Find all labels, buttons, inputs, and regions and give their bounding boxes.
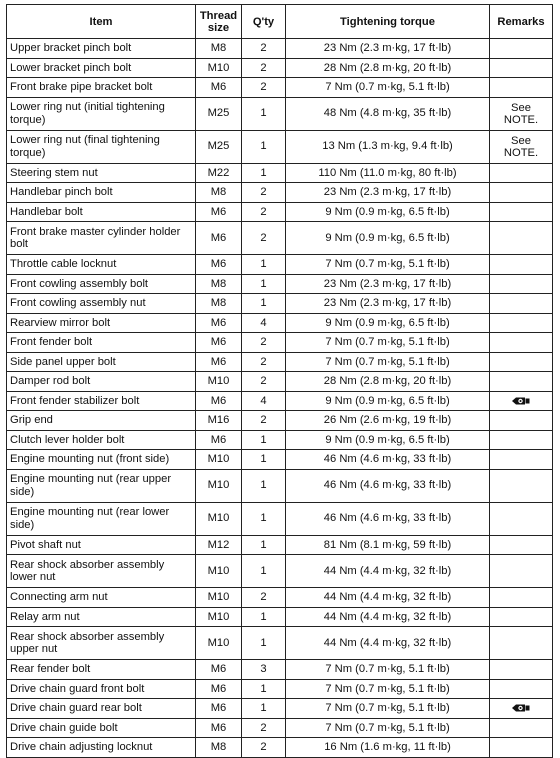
item-cell: Engine mounting nut (front side) <box>7 450 196 470</box>
table-row <box>7 352 553 372</box>
item-cell: Clutch lever holder bolt <box>7 430 196 450</box>
remarks-cell <box>490 163 553 183</box>
table-row <box>7 411 553 431</box>
remarks-cell <box>490 58 553 78</box>
remarks-cell <box>490 352 553 372</box>
torque-cell: 9 Nm (0.9 m·kg, 6.5 ft·lb) <box>286 430 490 450</box>
table-row <box>7 202 553 222</box>
qty-cell: 2 <box>242 333 286 353</box>
table-row <box>7 502 553 535</box>
table-row <box>7 163 553 183</box>
table-row <box>7 97 553 130</box>
item-cell: Throttle cable locknut <box>7 255 196 275</box>
thread-size-cell: M25 <box>196 97 242 130</box>
thread-size-cell: M22 <box>196 163 242 183</box>
qty-cell: 2 <box>242 39 286 59</box>
table-row <box>7 313 553 333</box>
qty-cell: 1 <box>242 535 286 555</box>
torque-cell: 28 Nm (2.8 m·kg, 20 ft·lb) <box>286 372 490 392</box>
torque-cell: 48 Nm (4.8 m·kg, 35 ft·lb) <box>286 97 490 130</box>
remarks-cell <box>490 274 553 294</box>
thread-size-cell: M8 <box>196 274 242 294</box>
qty-cell: 2 <box>242 372 286 392</box>
remarks-cell <box>490 699 553 719</box>
table-row <box>7 555 553 588</box>
item-cell: Front fender stabilizer bolt <box>7 391 196 411</box>
table-row <box>7 183 553 203</box>
torque-cell: 26 Nm (2.6 m·kg, 19 ft·lb) <box>286 411 490 431</box>
item-cell: Relay arm nut <box>7 607 196 627</box>
item-cell: Front cowling assembly nut <box>7 294 196 314</box>
qty-cell: 1 <box>242 130 286 163</box>
table-row <box>7 430 553 450</box>
torque-cell: 9 Nm (0.9 m·kg, 6.5 ft·lb) <box>286 313 490 333</box>
torque-cell: 44 Nm (4.4 m·kg, 32 ft·lb) <box>286 627 490 660</box>
torque-cell: 7 Nm (0.7 m·kg, 5.1 ft·lb) <box>286 699 490 719</box>
thread-size-cell: M6 <box>196 78 242 98</box>
loctite-icon <box>511 702 531 714</box>
table-row <box>7 222 553 255</box>
item-cell: Engine mounting nut (rear lower side) <box>7 502 196 535</box>
loctite-icon <box>511 395 531 407</box>
thread-size-cell: M6 <box>196 430 242 450</box>
thread-size-cell: M10 <box>196 58 242 78</box>
thread-size-cell: M10 <box>196 372 242 392</box>
thread-size-cell: M6 <box>196 352 242 372</box>
header-tightening-torque: Tightening torque <box>286 5 490 39</box>
qty-cell: 1 <box>242 163 286 183</box>
qty-cell: 1 <box>242 294 286 314</box>
header-item: Item <box>7 5 196 39</box>
thread-size-cell: M10 <box>196 502 242 535</box>
thread-size-cell: M10 <box>196 627 242 660</box>
remarks-cell <box>490 660 553 680</box>
item-cell: Lower ring nut (final tightening torque) <box>7 130 196 163</box>
thread-size-cell: M6 <box>196 222 242 255</box>
item-cell: Grip end <box>7 411 196 431</box>
qty-cell: 2 <box>242 411 286 431</box>
table-row <box>7 78 553 98</box>
remarks-cell <box>490 391 553 411</box>
thread-size-cell: M6 <box>196 255 242 275</box>
tightening-torque-table <box>6 4 553 758</box>
qty-cell: 2 <box>242 718 286 738</box>
torque-cell: 7 Nm (0.7 m·kg, 5.1 ft·lb) <box>286 718 490 738</box>
remarks-cell <box>490 555 553 588</box>
thread-size-cell: M10 <box>196 607 242 627</box>
header-thread-size: Thread size <box>196 5 242 39</box>
table-row <box>7 450 553 470</box>
qty-cell: 4 <box>242 313 286 333</box>
thread-size-cell: M8 <box>196 39 242 59</box>
remarks-cell <box>490 202 553 222</box>
torque-cell: 23 Nm (2.3 m·kg, 17 ft·lb) <box>286 183 490 203</box>
table-row <box>7 130 553 163</box>
thread-size-cell: M6 <box>196 718 242 738</box>
thread-size-cell: M8 <box>196 738 242 758</box>
table-row <box>7 274 553 294</box>
qty-cell: 1 <box>242 255 286 275</box>
remarks-cell <box>490 372 553 392</box>
table-row <box>7 372 553 392</box>
torque-cell: 81 Nm (8.1 m·kg, 59 ft·lb) <box>286 535 490 555</box>
torque-cell: 7 Nm (0.7 m·kg, 5.1 ft·lb) <box>286 78 490 98</box>
item-cell: Lower ring nut (initial tightening torque) <box>7 97 196 130</box>
remarks-cell <box>490 469 553 502</box>
item-cell: Drive chain guard front bolt <box>7 679 196 699</box>
table-row <box>7 333 553 353</box>
qty-cell: 1 <box>242 699 286 719</box>
item-cell: Drive chain guard rear bolt <box>7 699 196 719</box>
header-qty: Q'ty <box>242 5 286 39</box>
item-cell: Handlebar bolt <box>7 202 196 222</box>
table-row <box>7 58 553 78</box>
torque-cell: 44 Nm (4.4 m·kg, 32 ft·lb) <box>286 555 490 588</box>
qty-cell: 4 <box>242 391 286 411</box>
thread-size-cell: M10 <box>196 469 242 502</box>
torque-cell: 44 Nm (4.4 m·kg, 32 ft·lb) <box>286 588 490 608</box>
table-row <box>7 535 553 555</box>
table-row <box>7 39 553 59</box>
qty-cell: 2 <box>242 78 286 98</box>
qty-cell: 2 <box>242 588 286 608</box>
remarks-cell <box>490 313 553 333</box>
table-row <box>7 391 553 411</box>
table-row <box>7 255 553 275</box>
remarks-cell <box>490 333 553 353</box>
item-cell: Rearview mirror bolt <box>7 313 196 333</box>
torque-cell: 13 Nm (1.3 m·kg, 9.4 ft·lb) <box>286 130 490 163</box>
remarks-cell <box>490 588 553 608</box>
remarks-cell <box>490 183 553 203</box>
torque-cell: 9 Nm (0.9 m·kg, 6.5 ft·lb) <box>286 202 490 222</box>
torque-cell: 23 Nm (2.3 m·kg, 17 ft·lb) <box>286 294 490 314</box>
item-cell: Front fender bolt <box>7 333 196 353</box>
remarks-cell <box>490 97 553 130</box>
torque-cell: 46 Nm (4.6 m·kg, 33 ft·lb) <box>286 469 490 502</box>
qty-cell: 1 <box>242 555 286 588</box>
table-row <box>7 294 553 314</box>
table-row <box>7 699 553 719</box>
qty-cell: 1 <box>242 679 286 699</box>
thread-size-cell: M6 <box>196 391 242 411</box>
item-cell: Upper bracket pinch bolt <box>7 39 196 59</box>
thread-size-cell: M8 <box>196 294 242 314</box>
table-row <box>7 469 553 502</box>
remarks-cell <box>490 535 553 555</box>
remarks-cell <box>490 294 553 314</box>
remarks-cell <box>490 411 553 431</box>
qty-cell: 2 <box>242 58 286 78</box>
remarks-cell <box>490 222 553 255</box>
table-row <box>7 627 553 660</box>
remarks-note-text: NOTE. <box>503 146 539 159</box>
thread-size-cell: M10 <box>196 555 242 588</box>
thread-size-cell: M25 <box>196 130 242 163</box>
item-cell: Front brake pipe bracket bolt <box>7 78 196 98</box>
item-cell: Front brake master cylinder holder bolt <box>7 222 196 255</box>
remarks-cell <box>490 450 553 470</box>
item-cell: Drive chain guide bolt <box>7 718 196 738</box>
remarks-cell <box>490 502 553 535</box>
thread-size-cell: M16 <box>196 411 242 431</box>
remarks-cell <box>490 255 553 275</box>
qty-cell: 1 <box>242 502 286 535</box>
table-header <box>7 5 553 39</box>
torque-cell: 7 Nm (0.7 m·kg, 5.1 ft·lb) <box>286 660 490 680</box>
qty-cell: 3 <box>242 660 286 680</box>
item-cell: Engine mounting nut (rear upper side) <box>7 469 196 502</box>
torque-cell: 110 Nm (11.0 m·kg, 80 ft·lb) <box>286 163 490 183</box>
remarks-cell <box>490 39 553 59</box>
thread-size-cell: M6 <box>196 202 242 222</box>
qty-cell: 2 <box>242 222 286 255</box>
torque-cell: 23 Nm (2.3 m·kg, 17 ft·lb) <box>286 39 490 59</box>
remarks-cell <box>490 430 553 450</box>
header-remarks: Remarks <box>490 5 553 39</box>
item-cell: Drive chain adjusting locknut <box>7 738 196 758</box>
item-cell: Steering stem nut <box>7 163 196 183</box>
thread-size-cell: M10 <box>196 588 242 608</box>
item-cell: Rear fender bolt <box>7 660 196 680</box>
item-cell: Lower bracket pinch bolt <box>7 58 196 78</box>
torque-cell: 7 Nm (0.7 m·kg, 5.1 ft·lb) <box>286 679 490 699</box>
remarks-cell <box>490 679 553 699</box>
item-cell: Rear shock absorber assembly lower nut <box>7 555 196 588</box>
qty-cell: 1 <box>242 450 286 470</box>
torque-cell: 23 Nm (2.3 m·kg, 17 ft·lb) <box>286 274 490 294</box>
thread-size-cell: M6 <box>196 333 242 353</box>
remarks-cell <box>490 718 553 738</box>
thread-size-cell: M6 <box>196 660 242 680</box>
qty-cell: 1 <box>242 469 286 502</box>
thread-size-cell: M12 <box>196 535 242 555</box>
torque-cell: 44 Nm (4.4 m·kg, 32 ft·lb) <box>286 607 490 627</box>
thread-size-cell: M10 <box>196 450 242 470</box>
torque-cell: 28 Nm (2.8 m·kg, 20 ft·lb) <box>286 58 490 78</box>
qty-cell: 1 <box>242 627 286 660</box>
torque-cell: 7 Nm (0.7 m·kg, 5.1 ft·lb) <box>286 255 490 275</box>
torque-cell: 9 Nm (0.9 m·kg, 6.5 ft·lb) <box>286 391 490 411</box>
thread-size-cell: M6 <box>196 679 242 699</box>
table-row <box>7 738 553 758</box>
qty-cell: 1 <box>242 430 286 450</box>
thread-size-cell: M6 <box>196 699 242 719</box>
qty-cell: 2 <box>242 202 286 222</box>
torque-cell: 16 Nm (1.6 m·kg, 11 ft·lb) <box>286 738 490 758</box>
torque-cell: 46 Nm (4.6 m·kg, 33 ft·lb) <box>286 450 490 470</box>
table-row <box>7 588 553 608</box>
qty-cell: 2 <box>242 183 286 203</box>
thread-size-cell: M8 <box>196 183 242 203</box>
item-cell: Front cowling assembly bolt <box>7 274 196 294</box>
qty-cell: 2 <box>242 738 286 758</box>
table-row <box>7 718 553 738</box>
table-row <box>7 660 553 680</box>
remarks-cell <box>490 78 553 98</box>
remarks-note-text: NOTE. <box>503 113 539 126</box>
remarks-cell <box>490 738 553 758</box>
header-row <box>7 5 553 39</box>
remarks-cell <box>490 130 553 163</box>
qty-cell: 1 <box>242 274 286 294</box>
qty-cell: 1 <box>242 97 286 130</box>
item-cell: Rear shock absorber assembly upper nut <box>7 627 196 660</box>
remarks-cell <box>490 627 553 660</box>
table-row <box>7 607 553 627</box>
torque-cell: 7 Nm (0.7 m·kg, 5.1 ft·lb) <box>286 352 490 372</box>
remarks-note-text: See <box>511 134 531 147</box>
item-cell: Damper rod bolt <box>7 372 196 392</box>
item-cell: Pivot shaft nut <box>7 535 196 555</box>
table-body <box>7 39 553 758</box>
item-cell: Side panel upper bolt <box>7 352 196 372</box>
table-row <box>7 679 553 699</box>
thread-size-cell: M6 <box>196 313 242 333</box>
torque-cell: 7 Nm (0.7 m·kg, 5.1 ft·lb) <box>286 333 490 353</box>
torque-cell: 9 Nm (0.9 m·kg, 6.5 ft·lb) <box>286 222 490 255</box>
item-cell: Handlebar pinch bolt <box>7 183 196 203</box>
remarks-cell <box>490 607 553 627</box>
torque-cell: 46 Nm (4.6 m·kg, 33 ft·lb) <box>286 502 490 535</box>
qty-cell: 2 <box>242 352 286 372</box>
qty-cell: 1 <box>242 607 286 627</box>
remarks-note-text: See <box>511 101 531 114</box>
item-cell: Connecting arm nut <box>7 588 196 608</box>
